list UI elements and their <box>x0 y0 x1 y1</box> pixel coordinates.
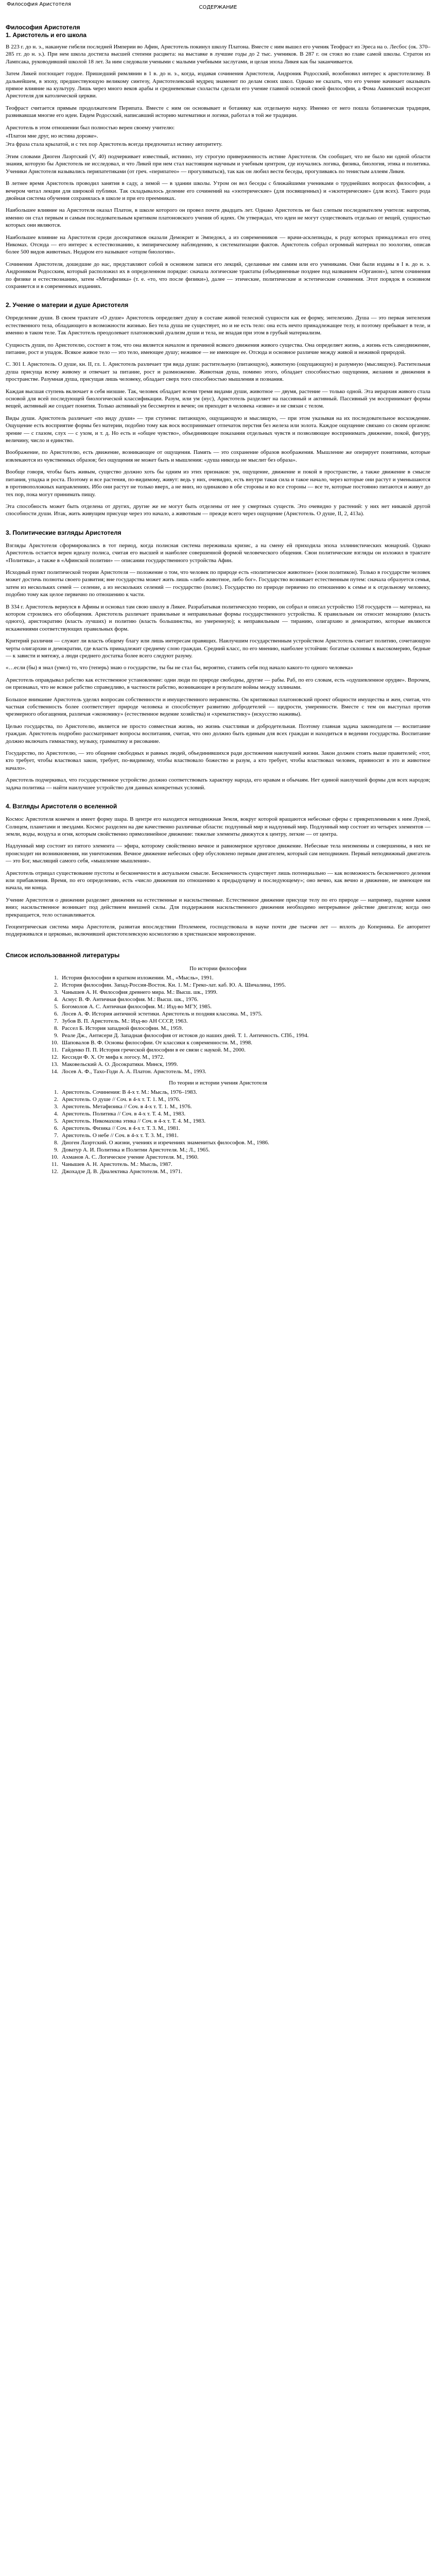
bibliography-item: 11. Чанышев А. Н. Аристотель. М.: Мысль, 1987. <box>60 1161 430 1168</box>
paragraph: Учение Аристотеля о движении разделяет движения на естественные и насильственные. Естественное движение присуще телу по его природе — например, падение камня вниз; насильственное возникает под действием внешней силы. Для поддержания насильственного движения необходимо непрерывное действие двигателя; когда оно прекращается, тело останавливается. <box>6 896 430 918</box>
document-header <box>6 0 430 12</box>
bibliography-item: 8. Рассел Б. История западной философии. М., 1959. <box>60 1025 430 1032</box>
bibliography-item: 12. Джохадзе Д. В. Диалектика Аристотеля. М., 1971. <box>60 1168 430 1175</box>
paragraph: Эта фраза стала крылатой, и с тех пор Аристотель всегда предпочитал истину авторитету. <box>6 141 223 148</box>
paragraph: Наибольшее влияние на Аристотеля оказал Платон, в школе которого он провел почти двадцать лет. Однако Аристотель не был слепым последователем учителя: напротив, именно он стал первым и самым последовательным критиком платоновского учения об идеях. Он утверждал, что идеи не могут существовать отдельно от вещей, сущностью которых они являются. <box>6 207 430 229</box>
bibliography-item: 2. Аристотель. О душе // Соч. в 4-х т. Т. 1. М., 1976. <box>60 1096 430 1103</box>
bibliography <box>6 952 430 1175</box>
paragraph: В 334 г. Аристотель вернулся в Афины и основал там свою школу в Ликее. Разрабатывая политическую теорию, он собрал и описал устройство 158 государств — материал, на котором строились его обобщения. Аристотель различает правильные и неправильные формы государственного устройства. К правильным он относит монархию (власть одного), аристократию (власть лучших) и политию (власть большинства, но умеренную); к неправильным — тиранию, олигархию и демократию, которые являются искажениями соответствующих правильных форм. <box>6 603 430 632</box>
paragraph: Аристотель подчеркивал, что государственное устройство должно соответствовать характеру народа, его нравам и обычаям. Нет единой наилучшей формы для всех народов; задача политика — найти наилучшее устройство для данных конкретных условий. <box>6 777 430 791</box>
bibliography-item: 6. Лосев А. Ф. История античной эстетики. Аристотель и поздняя классика. М., 1975. <box>60 1010 430 1018</box>
paragraph: Целью государства, по Аристотелю, является не просто совместная жизнь, но жизнь счастливая и добродетельная. Поэтому главная задача законодателя — воспитание граждан. Аристотель подробно рассматривает вопросы воспитания, считая, что оно должно быть единым для всех граждан и находиться в ведении государства. Воспитание должно включать гимнастику, музыку, грамматику и рисование. <box>6 723 430 744</box>
bibliography-item: 4. Аристотель. Политика // Соч. в 4-х т. Т. 4. М., 1983. <box>60 1110 430 1117</box>
bibliography-item: 5. Богомолов А. С. Античная философия. М.: Изд-во МГУ, 1985. <box>60 1003 430 1010</box>
paragraph: Теофраст считается прямым продолжателем Перипата. Вместе с ним он основывает и ботанику как отдельную науку. Именно от него пошла ботаническая традиция, развивавшая многие его идеи. Евдем Родосский, написавший историю математики и логики, работал в той же традиции. <box>6 105 430 119</box>
paragraph: Эта способность может быть отделена от других, другие же не могут быть отделены от нее у смертных существ. Это очевидно у растений: у них нет никакой другой способности души. Итак, жить живущим присуще через это начало, а животным — прежде всего через ощущение (Аристотель. О душе, II, 2, 413а). <box>6 503 430 517</box>
paragraph: Геоцентрическая система мира Аристотеля, развитая впоследствии Птолемеем, господствовала в науке почти две тысячи лет — вплоть до Коперника. Ее авторитет поддерживался и церковью, включившей аристотелевскую космологию в христианское мировоззрение. <box>6 923 430 938</box>
bibliography-title: Список использованной литературы <box>6 951 120 959</box>
bibliography-list <box>6 974 430 1075</box>
paragraph: Сущность души, по Аристотелю, состоит в том, что она является началом и причиной всякого движения живого существа. Она определяет жизнь, а жизнь есть самодвижение, питание, рост и упадок. Всякое живое тело — это тело, имеющее душу; неживое — не имеющее ее. Отсюда и основное различие между живой и неживой природой. <box>6 342 430 355</box>
section-title: 2. Учение о материи и душе Аристотеля <box>6 301 129 309</box>
bibliography-item: 7. Зубов В. П. Аристотель. М.: Изд-во АН СССР, 1963. <box>60 1018 430 1025</box>
paragraph: Этим словами Диоген Лаэртский (V, 40) подчеркивает известный, истинно, эту строгую приверженность истине Аристотеля. Он сообщает, что не было ни одной области знания, которую бы Аристотель не исследовал, и что Ликей при нем стал настоящим научным и учебным центром, где изучались логика, физика, биология, этика и политика. Ученики Аристотеля назывались перипатетиками (от греч. «перипатео» — прогуливаться), так как он любил вести беседы, прогуливаясь по тенистым аллеям Ликея. <box>6 153 430 175</box>
bibliography-item: 9. Реале Дж., Антисери Д. Западная философия от истоков до наших дней. Т. 1. Античность. СПб., 1994. <box>60 1032 430 1039</box>
paragraph: Государство, по Аристотелю, — это общение свободных и равных людей, объединившихся ради достижения наилучшей жизни. Закон должен стоять выше правителей; «тот, кто требует, чтобы властвовал закон, требует, по-видимому, чтобы властвовало божество и разум, а кто требует, чтобы властвовал человек, привносит в это и животное начало». <box>6 750 430 771</box>
section-title: 4. Взгляды Аристотеля о вселенной <box>6 803 117 810</box>
section-matter-and-soul <box>6 301 430 517</box>
bibliography-item: 5. Аристотель. Никомахова этика // Соч. в 4-х т. Т. 4. М., 1983. <box>60 1117 430 1125</box>
paragraph: Аристотель оправдывал рабство как естественное установление: одни люди по природе свободны, другие — рабы. Раб, по его словам, есть «одушевленное орудие». Впрочем, он признавал, что не всякое рабство справедливо, в частности рабство, возникающее в результате войны между эллинами. <box>6 676 430 691</box>
bibliography-item: 1. История философии в кратком изложении. М., «Мысль», 1991. <box>60 974 430 981</box>
paragraph: Наибольшее влияние на Аристотеля среди досократиков оказали Демокрит и Эмпедокл, а из современников — врачи-асклепиады, к роду которых принадлежал его отец Никомах. Отсюда — его интерес к естествознанию, к эмпирическому наблюдению, к систематизации фактов. Аристотель собрал огромный материал по зоологии, описав более 500 видов животных. Недаром его называют «отцом биологии». <box>6 234 430 256</box>
paragraph: Определение души. В своем трактате «О душе» Аристотель определяет душу в составе живой телесной сущности как ее форму, энтелехию. Душа — это первая энтелехия естественного тела, обладающего в возможности жизнью. Без тела душа не существует, но и не есть тело: она есть нечто принадлежащее телу, и поэтому пребывает в теле, и именно в таком теле. Так Аристотель преодолевает платоновский дуализм души и тела, не впадая при этом в грубый материализм. <box>6 315 430 336</box>
paragraph: Аристотель в этом отношении был полностью верен своему учителю: <box>6 124 175 131</box>
bibliography-item: 3. Чанышев А. Н. Философия древнего мира. М.: Высш. шк., 1999. <box>60 989 430 996</box>
bibliography-item: 7. Аристотель. О небе // Соч. в 4-х т. Т. 3. М., 1981. <box>60 1132 430 1139</box>
bibliography-item: 2. История философии. Запад-Россия-Восток. Кн. 1. М.: Греко-лат. каб. Ю. А. Шичалина, 1995. <box>60 981 430 989</box>
bibliography-item: 8. Диоген Лаэртский. О жизни, учениях и изречениях знаменитых философов. М., 1986. <box>60 1139 430 1146</box>
section-aristotle-school <box>6 24 430 290</box>
paragraph: С. 301 I. Аристотель. О душе, кн. II, гл. 1. Аристотель различает три вида души: растительную (питающую), животную (ощущающую) и разумную (мыслящую). Растительная душа присуща всему живому и отвечает за питание, рост и размножение. Животная душа, помимо этого, обладает способностью ощущения, желания и движения в пространстве. Разумная душа, присущая лишь человеку, обладает сверх того способностью мышления и познания. <box>6 361 430 383</box>
section-political-views <box>6 529 430 791</box>
bibliography-item: 3. Аристотель. Метафизика // Соч. в 4-х т. Т. 1. М., 1976. <box>60 1103 430 1110</box>
paragraph: В летнее время Аристотель проводил занятия в саду, а зимой — в здании школы. Утром он вел беседы с ближайшими учениками о труднейших вопросах философии, а вечером читал лекции для широкой публики. Так складывалось деление его сочинений на «эзотерические» (для посвященных) и «экзотерические» (для всех). Такого рода двойная система обучения сохранялась в школе и при его преемниках. <box>6 180 430 201</box>
section-title: 3. Политические взгляды Аристотеля <box>6 529 121 536</box>
bibliography-item: 1. Аристотель. Сочинения: В 4-х т. М.: Мысль, 1976–1983. <box>60 1089 430 1096</box>
document-page <box>0 0 436 1185</box>
bibliography-item: 12. Кессиди Ф. Х. От мифа к логосу. М., 1972. <box>60 1054 430 1061</box>
bibliography-item: 10. Ахманов А. С. Логическое учение Аристотеля. М., 1960. <box>60 1154 430 1161</box>
section-subtitle: 1. Аристотель и его школа <box>6 31 87 39</box>
contents-heading: СОДЕРЖАНИЕ <box>199 5 237 10</box>
paragraph: Виды души. Аристотель различает «по виду души» — три ступени: питающую, ощущающую и мыслящую, — при этом указывая на их последовательное восхождение. Ощущение есть восприятие формы без материи, подобно тому как воск воспринимает отпечаток перстня без железа или золота. Каждое ощущение связано со своим органом: зрение — с глазом, слух — с ухом, и т. д. Но есть и «общее чувство», объединяющее показания отдельных чувств и позволяющее воспринимать движение, покой, фигуру, величину, число и единство. <box>6 415 430 444</box>
paragraph: Вообще говоря, чтобы быть живым, существо должно хоть бы одним из этих признаков: ум, ощущение, движение и покой в пространстве, а также движение в смысле питания, упадка и роста. Поэтому и все растения, по-видимому, живут: ведь у них, очевидно, есть внутри такая сила и такое начало, через которые они растут и уменьшаются в противоположных направлениях. Ибо они растут не только вверх, а не вниз, но одинаково в обе стороны и во все стороны — все те, которые постоянно питаются и живут до тех пор, пока могут принимать пищу. <box>6 469 430 498</box>
quote: «…если (бы) я знал (умел) то, что (теперь) знаю о государстве, ты бы не стал бы, вероятно, ставить себя под начало какого-то одного человека» <box>6 665 353 671</box>
paragraph: Исходный пункт политической теории Аристотеля — положение о том, что человек по природе есть «политическое животное» (зоон политикон). Только в государстве человек может достичь полноты своего развития; вне государства может жить лишь «либо животное, либо бог». Государство возникает естественным путем: сначала образуется семья, затем из нескольких семей — селение, а из нескольких селений — государство (полис). Государство по природе первично по отношению к семье и к отдельному человеку, подобно тому как целое первично по отношению к части. <box>6 569 430 598</box>
quote: «Платон мне друг, но истина дороже». <box>6 133 98 140</box>
section-universe-views <box>6 803 430 938</box>
paragraph: Сочинения Аристотеля, дошедшие до нас, представляют собой в основном записи его лекций, сделанные им самим или его учениками. Они были изданы в I в. до н. э. Андроником Родосским, который расположил их в определенном порядке: сначала логические трактаты (объединенные позднее под названием «Органон»), затем сочинения по физике и естествознанию, затем «Метафизика» (т. е. «то, что после физики»), далее — этические, политические и эстетические сочинения. Этот порядок в основном сохраняется и в современных изданиях. <box>6 261 430 290</box>
bibliography-list <box>6 1089 430 1175</box>
bibliography-group-heading: По теории и истории учения Аристотеля <box>169 1079 267 1086</box>
bibliography-item: 13. Маковельский А. О. Досократики. Минск, 1999. <box>60 1061 430 1068</box>
bibliography-item: 4. Асмус В. Ф. Античная философия. М.: Высш. шк., 1976. <box>60 996 430 1003</box>
paragraph: Каждая высшая ступень включает в себя низшие. Так, человек обладает всеми тремя видами души, животное — двумя, растение — только одной. Эта иерархия живого стала основой для всей последующей биологической классификации. Разум, или ум (нус), Аристотель разделяет на пассивный и активный. Пассивный ум воспринимает формы вещей, активный же создает понятия. Только активный ум бессмертен и вечен; он приходит в человека «извне» и не связан с телом. <box>6 388 430 410</box>
bibliography-group-heading: По истории философии <box>189 965 247 972</box>
paragraph: Аристотель отрицал существование пустоты и бесконечности в актуальном смысле. Бесконечность существует лишь потенциально — как возможность бесконечного деления или прибавления. Время, по его определению, есть «число движения по отношению к предыдущему и последующему»; оно вечно, как вечно и движение, не имеющее ни начала, ни конца. <box>6 870 430 891</box>
bibliography-item: 9. Доватур А. И. Политика и Политии Аристотеля. М.; Л., 1965. <box>60 1146 430 1154</box>
paragraph: Критерий различия — служит ли власть общему благу или лишь интересам правящих. Наилучшим государственным устройством Аристотель считает политию, сочетающую черты олигархии и демократии, где власть принадлежит среднему слою граждан. Средний класс, по его мнению, наиболее устойчив: богатые склонны к высокомерию, бедные — к зависти и мятежу, а люди среднего достатка более всего следуют разуму. <box>6 638 430 659</box>
section-title: Философия Аристотеля <box>6 24 80 31</box>
paragraph: Взгляды Аристотеля сформировались в тот период, когда полисная система переживала кризис, а на смену ей приходила эпоха эллинистических монархий. Однако Аристотель остается верен идеалу полиса, считая его высшей и наиболее совершенной формой человеческого общения. Свои политические взгляды он изложил в трактате «Политика», а также в «Афинской политии» — описании государственного устройства Афин. <box>6 542 430 564</box>
bibliography-item: 10. Шаповалов В. Ф. Основы философии. От классики к современности. М., 1998. <box>60 1039 430 1046</box>
paragraph: Большое внимание Аристотель уделял вопросам собственности и имущественного неравенства. Он критиковал платоновский проект общности имущества и жен, считая, что частная собственность более соответствует природе человека и способствует развитию добродетелей — щедрости, умеренности. Вместе с тем он выступал против чрезмерного обогащения, различая «экономику» (естественное ведение хозяйства) и «хрематистику» (искусство наживы). <box>6 696 430 718</box>
paragraph: Воображение, по Аристотелю, есть движение, возникающее от ощущения. Память — это сохранение образов воображения. Мышление же оперирует понятиями, которые извлекаются из чувственных образов; без ощущения не может быть и мышления: «душа никогда не мыслит без образа». <box>6 449 430 463</box>
paragraph: Надлунный мир состоит из пятого элемента — эфира, которому свойственно вечное и равномерное круговое движение. Небесные тела неизменны и совершенны, в них не происходит ни возникновения, ни уничтожения. Вечное движение небесных сфер обусловлено первым двигателем, который сам неподвижен. Первый неподвижный двигатель — это Бог, мыслящий самого себя, «мышление мышления». <box>6 843 430 865</box>
paragraph: В 223 г. до н. э., накануне гибели последней Империи во Афин, Аристотель покинул школу Платона. Вместе с ним вышел его ученик Теофраст из Эреса на о. Лесбос (ок. 370–285 гг. до н. э.). При нем школа достигла высшей степени расцвета: на выставке в лучшие годы до 2 тыс. учеников. В 287 г. он стоял во главе самой школы. Стратон из Лампсака, руководивший школой 18 лет. За ним следовали учеными с малыми учебными заслугами, и целая эпоха Ликея как бы заканчивается. <box>6 44 430 65</box>
bibliography-item: 6. Аристотель. Физика // Соч. в 4-х т. Т. 3. М., 1981. <box>60 1125 430 1132</box>
bibliography-item: 14. Лосев А. Ф., Тахо-Годи А. А. Платон. Аристотель. М., 1993. <box>60 1068 430 1075</box>
paragraph: Затем Ликей поглощает гордое. Пришедший римлянин в 1 в. до н. э., когда, издавая сочинения Аристотеля, Андроник Родосский, возобновил интерес к аристотелизму. В дальнейшем, в эпоху, предшествующую великому синтезу, Аристотелевский мудрец знаменит по делам своих школ. Однако не сказать, что его учение начинает оказывать прямое влияние на культуру. Лишь через много веков арабы и средневековые схоласты сделали его учение главной основой своей философии, а Фома Аквинский воскресит Аристотеля для католической церкви. <box>6 71 430 99</box>
paragraph: Космос Аристотеля конечен и имеет форму шара. В центре его находится неподвижная Земля, вокруг которой вращаются небесные сферы с прикрепленными к ним Луной, Солнцем, планетами и звездами. Космос разделен на две качественно различные области: подлунный мир и надлунный мир. Подлунный мир состоит из четырех элементов — земли, воды, воздуха и огня, которым свойственно прямолинейное движение: тяжелые элементы движутся к центру, легкие — от центра. <box>6 816 430 837</box>
document-title: Философия Аристотеля <box>7 2 71 7</box>
bibliography-item: 11. Гайденко П. П. История греческой философии в ее связи с наукой. М., 2000. <box>60 1046 430 1054</box>
